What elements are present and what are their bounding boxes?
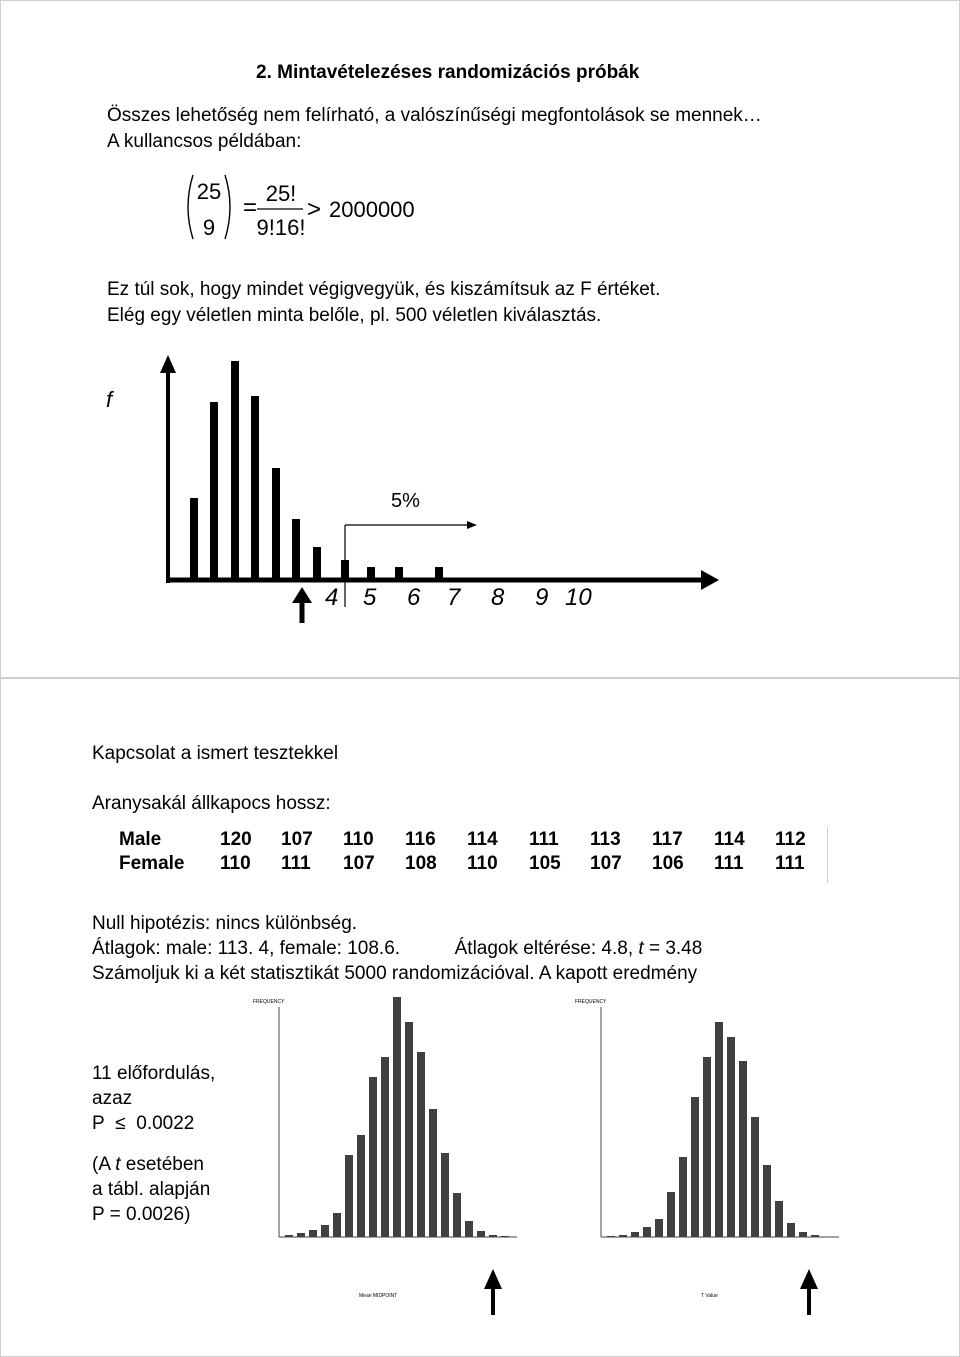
bar-2: [210, 402, 218, 580]
bar-9: [367, 567, 375, 580]
observed-arrow-head: [292, 587, 312, 603]
side-note-line: azaz: [92, 1088, 133, 1109]
table-cell: 120: [220, 829, 252, 850]
table-cell: 107: [343, 853, 375, 874]
means-text: Átlagok: male: 113. 4, female: 108.6.: [92, 938, 401, 959]
side-note-line: a tábl. alapján: [92, 1179, 211, 1200]
jaw-length-table: [119, 827, 828, 883]
hist-bar: [333, 1213, 341, 1237]
intro-line-2: A kullancsos példában:: [107, 131, 302, 152]
hist-bar: [465, 1221, 473, 1237]
table-cell: 114: [714, 829, 745, 850]
bar-5: [272, 468, 280, 580]
side-note-line: (A t esetében: [92, 1154, 204, 1175]
hist-bar: [345, 1155, 353, 1237]
bar-3: [231, 361, 239, 580]
observed-arrow-head-right: [800, 1269, 818, 1289]
hist-bar: [799, 1232, 807, 1237]
hist-bar: [787, 1223, 795, 1237]
t-value-text: = 3.48: [643, 938, 703, 959]
means-line: [92, 938, 702, 960]
hist-bar: [775, 1201, 783, 1237]
observed-arrow-head-left: [484, 1269, 502, 1289]
hist-bar: [763, 1165, 771, 1237]
table-cell: 110: [343, 829, 374, 850]
bar-11: [435, 567, 443, 580]
slide-2: [0, 678, 960, 1357]
binom-bottom: 9: [202, 215, 216, 240]
slide-title: 2. Mintavételezéses randomizációs próbák: [256, 62, 640, 83]
frequency-diagram: [91, 351, 731, 626]
greater-than-sign: >: [307, 196, 322, 223]
hist-bar: [619, 1235, 627, 1237]
hist-bar: [751, 1117, 759, 1237]
null-hypothesis-line: Null hipotézis: nincs különbség.: [92, 913, 358, 934]
table-cell: 114: [467, 829, 498, 850]
table-cell: 110: [467, 853, 498, 874]
y-axis-label: f: [106, 387, 113, 412]
fraction-numerator: 25!: [265, 181, 297, 206]
hist-bar: [489, 1235, 497, 1237]
table-cell: 106: [652, 853, 684, 874]
table-cell: 108: [405, 853, 437, 874]
table-cell: 116: [405, 829, 436, 850]
mean-difference-histogram: [249, 997, 529, 1317]
heading-2: Aranysakál állkapocs hossz:: [92, 793, 331, 814]
hist-bar: [501, 1236, 509, 1237]
hist-bar: [667, 1192, 675, 1237]
y-axis-arrow: [160, 355, 176, 373]
hist-x-label: T Value: [701, 1293, 718, 1299]
table-cell: 105: [529, 853, 561, 874]
tick-label: 7: [447, 584, 461, 611]
table-cell: 111: [714, 853, 744, 874]
hist-y-label: FREQUENCY: [253, 999, 285, 1005]
hist-bar: [631, 1232, 639, 1237]
bar-4: [251, 396, 259, 580]
hist-bar: [607, 1236, 615, 1237]
mean-diff-text: Átlagok eltérése: 4.8,: [454, 938, 634, 959]
hist-x-label: Mean MIDPOINT: [359, 1293, 398, 1299]
hist-bar: [727, 1037, 735, 1237]
hist-bar: [285, 1235, 293, 1237]
tick-label: 5: [363, 584, 377, 611]
table-cell: 111: [281, 853, 311, 874]
tick-label: 4: [325, 584, 339, 611]
heading-1: Kapcsolat a ismert tesztekkel: [92, 743, 339, 764]
hist-bar: [321, 1225, 329, 1237]
hist-bar: [297, 1233, 305, 1237]
hist-bar: [369, 1077, 377, 1237]
formula-result: 2000000: [329, 197, 415, 222]
side-note-line: P ≤ 0.0022: [92, 1113, 195, 1134]
hist-bar: [309, 1230, 317, 1237]
hist-bar: [679, 1157, 687, 1237]
table-cell: 117: [652, 829, 683, 850]
tick-label: 8: [491, 584, 505, 611]
hist-bar: [643, 1227, 651, 1237]
t-symbol: t: [638, 938, 644, 959]
hist-bar: [691, 1097, 699, 1237]
five-percent-label: 5%: [391, 490, 420, 512]
t-value-histogram: [571, 997, 861, 1317]
side-note-line: 11 előfordulás,: [92, 1063, 216, 1084]
bar-7: [313, 547, 321, 580]
text-line-2: Elég egy véletlen minta belőle, pl. 500 véletlen kiválasztás.: [107, 305, 602, 326]
binom-top: 25: [196, 179, 222, 204]
hist-y-label: FREQUENCY: [575, 999, 607, 1005]
hist-bar: [477, 1231, 485, 1237]
equals-sign: =: [243, 194, 258, 221]
tick-label: 6: [407, 584, 421, 611]
row-label-male: Male: [119, 829, 162, 850]
table-cell: 107: [281, 829, 313, 850]
hist-bar: [429, 1109, 437, 1237]
table-cell: 110: [220, 853, 251, 874]
leq-symbol: ≤: [115, 1113, 126, 1134]
side-note-line: P = 0.0026): [92, 1204, 191, 1225]
row-label-female: Female: [119, 853, 185, 874]
table-cell: 111: [529, 829, 559, 850]
text-line-1: Ez túl sok, hogy mindet végigvegyük, és kiszámítsuk az F értéket.: [107, 279, 661, 300]
hist-bar: [739, 1061, 747, 1237]
tick-label: 10: [565, 584, 592, 611]
table-cell: 113: [590, 829, 621, 850]
hist-bar: [703, 1057, 711, 1237]
bar-6: [292, 519, 300, 580]
binomial-formula: [181, 169, 441, 249]
jaw-length-table-svg: [119, 827, 827, 883]
side-note: [92, 1061, 215, 1227]
fraction-denominator: 9!16!: [256, 215, 306, 240]
hist-bar: [453, 1193, 461, 1237]
hist-bar: [441, 1153, 449, 1237]
table-cell: 111: [775, 853, 805, 874]
randomization-line: Számoljuk ki a két statisztikát 5000 randomizációval. A kapott eredmény: [92, 963, 698, 984]
hist-bar: [715, 1022, 723, 1237]
hist-bar: [381, 1057, 389, 1237]
x-axis-arrow: [701, 570, 719, 590]
hist-bar: [393, 997, 401, 1237]
table-cell: 107: [590, 853, 622, 874]
tick-label: 9: [535, 584, 549, 611]
intro-line-1: Összes lehetőség nem felírható, a valószínűségi megfontolások se mennek…: [107, 105, 762, 126]
slide-1: [0, 0, 960, 678]
hist-bar: [655, 1219, 663, 1237]
hist-bar: [417, 1052, 425, 1237]
tail-arrow-head: [467, 521, 477, 529]
table-cell: 112: [775, 829, 806, 850]
bar-10: [395, 567, 403, 580]
hist-bar: [357, 1135, 365, 1237]
hist-bar: [811, 1235, 819, 1237]
bar-1: [190, 498, 198, 580]
hist-bar: [405, 1022, 413, 1237]
